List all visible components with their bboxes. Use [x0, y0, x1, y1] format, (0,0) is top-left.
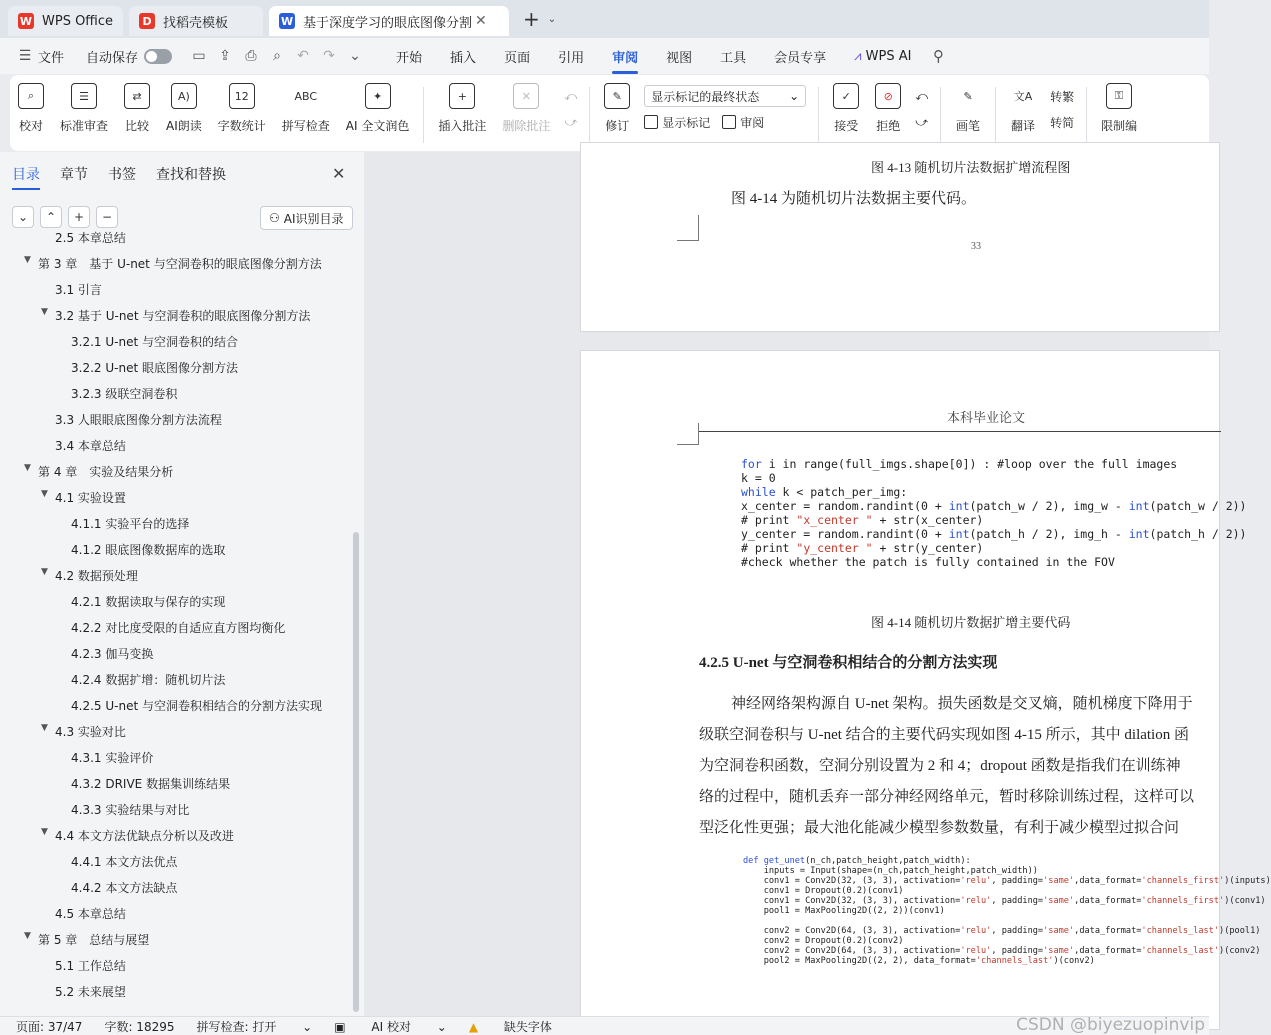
wps-logo-icon: W: [19, 14, 33, 28]
reject-icon: ⊘: [875, 83, 901, 109]
toc-item[interactable]: [41, 307, 311, 324]
spell-check-label: 拼写检查: [281, 119, 330, 133]
spell-check-status: 拼写检查: 打开: [196, 1019, 277, 1034]
restrict-icon: ⚿: [1106, 83, 1132, 109]
ai-polish-label: AI 全文润色: [345, 119, 410, 133]
expand-arrow-icon[interactable]: ▼: [41, 307, 48, 317]
toc-item-label: 5.1 工作总结: [55, 959, 126, 973]
tab-chapters[interactable]: 章节: [60, 167, 88, 183]
toc-item-label: 3.1 引言: [55, 283, 102, 297]
code-listing-414: for i in range(full_imgs.shape[0]) : #loop over the full images k = 0 while k < patch_per_img: x_center = random.randint(0 + int(patch_w / 2), img_w - int(patch_w / 2)) # print "x_center " + str(x_center) y_center = random.randint(0 + int(patch_h / 2), img_h - int(patch_h / 2)) # print "y_center " + str(y_center) #check whether the patch is fully contained in the FOV: [741, 457, 1247, 569]
toc-item-label: 4.1.1 实验平台的选择: [71, 517, 190, 531]
toc-item-label: 4.3.1 实验评价: [71, 751, 154, 765]
expand-arrow-icon[interactable]: ▼: [24, 931, 31, 941]
ai-read-button[interactable]: [166, 83, 202, 134]
accept-label: 接受: [834, 119, 859, 133]
insert-comment-label: 插入批注: [438, 119, 487, 133]
ai-proofread-label: AI 校对: [371, 1019, 411, 1034]
toc-item[interactable]: [41, 723, 126, 740]
compare-icon: ⇄: [124, 83, 150, 109]
tab-template[interactable]: [129, 6, 263, 36]
toc-item-label: 4.3.3 实验结果与对比: [71, 803, 190, 817]
ai-logo-icon: ⩘: [854, 48, 866, 64]
body-line: 为空洞卷积函数，空洞分别设置为 2 和 4；dropout 函数是指我们在训练神: [699, 758, 1181, 774]
toc-item-label: 4.2.2 对比度受限的自适应直方图均衡化: [71, 621, 286, 635]
toc-item[interactable]: [71, 801, 189, 818]
toc-item[interactable]: [71, 645, 153, 662]
tab-member[interactable]: 会员专享: [774, 50, 827, 66]
markup-select[interactable]: [644, 85, 806, 107]
toc-item[interactable]: [71, 749, 153, 766]
search-icon[interactable]: ⚲: [932, 47, 944, 65]
ai-toc-button[interactable]: [260, 206, 353, 230]
expand-arrow-icon[interactable]: ▼: [24, 463, 31, 473]
next-change-icon[interactable]: ⤻: [915, 114, 929, 129]
writer-logo-icon: W: [280, 14, 294, 28]
review-doc-icon: ☰: [71, 83, 97, 109]
toc-item-label: 4.4 本文方法优缺点分析以及改进: [55, 829, 234, 843]
toc-item-label: 第 5 章 总结与展望: [38, 933, 150, 947]
close-icon[interactable]: ✕: [475, 13, 487, 29]
document-area: [364, 152, 1271, 1016]
next-comment-icon[interactable]: ⤻: [564, 114, 578, 129]
body-line: 络的过程中，随机丢弃一部分神经网络单元，暂时移除训练过程，这样可以: [699, 789, 1195, 805]
undo-icon[interactable]: ↶: [297, 48, 309, 64]
markup-select-value: 显示标记的最终状态: [651, 89, 760, 104]
toc-item-label: 3.2.3 级联空洞卷积: [71, 387, 178, 401]
proofread-button[interactable]: [18, 83, 44, 134]
prev-change-icon[interactable]: ⤺: [915, 88, 929, 103]
chevron-down-icon: ⌄: [789, 89, 800, 103]
spell-check-indicator[interactable]: 拼写检查: 打开 ⌄: [196, 1019, 313, 1034]
tab-label: WPS Office: [42, 13, 114, 29]
more-icon[interactable]: ⌄: [349, 48, 361, 64]
standard-review-label: 标准审查: [60, 119, 109, 133]
close-icon[interactable]: ✕: [332, 164, 346, 183]
comment-icon: +: [449, 83, 475, 109]
track-changes-label: 修订: [605, 119, 630, 133]
tab-review[interactable]: 审阅: [612, 39, 638, 74]
toc-item[interactable]: [71, 619, 285, 636]
toc-item[interactable]: [55, 281, 102, 298]
page-indicator[interactable]: 页面: 37/47: [16, 1019, 83, 1034]
ribbon-toolbar: [10, 75, 1209, 151]
to-simplified-button[interactable]: [1050, 109, 1074, 135]
tab-insert[interactable]: 插入: [450, 50, 477, 66]
title-bar: [0, 0, 1209, 38]
tab-tools[interactable]: 工具: [720, 50, 747, 66]
page-header: 本科毕业论文: [947, 410, 1026, 425]
abc-icon: ABC: [294, 89, 318, 103]
review-pane-button[interactable]: 审阅: [740, 115, 765, 130]
compare-button[interactable]: [124, 83, 150, 134]
translate-label: 翻译: [1011, 119, 1036, 133]
toc-item[interactable]: [71, 879, 177, 896]
chevron-down-icon[interactable]: ⌄: [12, 206, 34, 228]
expand-arrow-icon[interactable]: ▼: [41, 489, 48, 499]
share-icon[interactable]: ⇪: [219, 48, 231, 64]
panel-tabs: [12, 164, 246, 184]
review-pane-icon: [722, 115, 736, 129]
tab-find-replace[interactable]: 查找和替换: [156, 167, 226, 183]
word-count-label: 字数统计: [217, 119, 266, 133]
restrict-label: 限制编: [1101, 119, 1138, 133]
show-markup-button[interactable]: 显示标记: [662, 115, 711, 130]
save-icon[interactable]: ▭: [192, 48, 206, 64]
tab-page[interactable]: 页面: [504, 50, 531, 66]
body-line: 神经网络架构源自 U-net 架构。损失函数是交叉熵，随机梯度下降用于: [731, 696, 1193, 712]
paragraph: 图 4-14 为随机切片法数据主要代码。: [731, 191, 976, 207]
print-icon[interactable]: ⎙: [245, 48, 257, 64]
missing-font-indicator[interactable]: [469, 1018, 574, 1035]
toc-item-label: 4.1.2 眼底图像数据库的选取: [71, 543, 226, 557]
ribbon-divider: [589, 87, 590, 143]
proofread-label: 校对: [18, 119, 43, 133]
spell-check-button[interactable]: [282, 83, 330, 134]
word-count-icon: 12: [229, 83, 255, 109]
tab-wps-office[interactable]: [8, 6, 123, 36]
comment-nav-stack: [564, 83, 577, 135]
proofread-icon: ⌕: [18, 83, 44, 109]
toc-item[interactable]: [55, 229, 126, 246]
ribbon-divider: [423, 87, 424, 143]
standard-review-button[interactable]: [60, 83, 108, 134]
compare-label: 比较: [125, 119, 150, 133]
tab-bookmarks[interactable]: 书签: [108, 167, 136, 183]
ai-polish-button[interactable]: [346, 83, 410, 134]
autosave-label: 自动保存: [86, 50, 139, 66]
track-changes-icon: ✎: [604, 83, 630, 109]
header-rule: [699, 431, 1221, 432]
word-count-indicator[interactable]: 字数: 18295: [104, 1019, 175, 1034]
crop-mark: [677, 423, 699, 445]
expand-arrow-icon[interactable]: ▼: [24, 255, 31, 265]
code-listing-415: def get_unet(n_ch,patch_height,patch_width): inputs = Input(shape=(n_ch,patch_height,patch_width)) conv1 = Conv2D(32, (3, 3), activation='relu', padding='same',data_format='channels_first')(inputs) conv1 = Dropout(0.2)(conv1) conv1 = Conv2D(32, (3, 3), activation='relu', padding='same',data_format='channels_first')(conv1) pool1 = MaxPooling2D((2, 2))(conv1) conv2 = Conv2D(64, (3, 3), activation='relu', padding='same',data_format='channels_last')(pool1) conv2 = Dropout(0.2)(conv2) conv2 = Conv2D(64, (3, 3), activation='relu', padding='same',data_format='channels_last')(conv2) pool2 = MaxPooling2D((2, 2), data_format='channels_last')(conv2): [743, 856, 1271, 966]
page-34: [580, 350, 1271, 1030]
to-traditional-label: 转繁: [1050, 89, 1075, 104]
body-line: 型泛化性更强；最大池化能减少模型参数数量，有利于减少模型过拟合问: [699, 820, 1180, 836]
toc-item-label: 4.5 本章总结: [55, 907, 126, 921]
ai-icon: ⚇: [269, 211, 280, 225]
tab-home[interactable]: 开始: [396, 50, 423, 66]
toc-item[interactable]: [55, 905, 126, 922]
ai-toc-label: AI识别目录: [283, 211, 344, 226]
body-line: 级联空洞卷积与 U-net 结合的主要代码实现如图 4-15 所示，其中 dilation 函: [699, 727, 1189, 743]
toc-item-label: 3.4 本章总结: [55, 439, 126, 453]
ai-read-label: AI朗读: [166, 119, 202, 133]
new-tab-button[interactable]: +: [523, 7, 540, 31]
hamburger-icon[interactable]: ☰: [18, 48, 32, 64]
restrict-editing-button[interactable]: [1101, 83, 1137, 134]
toc-item[interactable]: [55, 983, 126, 1000]
pen-button[interactable]: [955, 83, 981, 134]
toc-item[interactable]: [41, 489, 126, 506]
warning-icon: ▲: [468, 1019, 482, 1034]
toc-item-label: 4.1 实验设置: [55, 491, 126, 505]
pen-label: 画笔: [956, 119, 981, 133]
track-changes-button[interactable]: [604, 83, 630, 134]
print-preview-icon[interactable]: ⌕: [273, 48, 281, 64]
tab-toc[interactable]: 目录: [12, 164, 40, 184]
magic-wand-icon: ✦: [365, 83, 391, 109]
toc-item-label: 第 3 章 基于 U-net 与空洞卷积的眼底图像分割方法: [38, 257, 322, 271]
to-simplified-label: 转简: [1050, 115, 1075, 130]
tab-wps-ai[interactable]: [854, 41, 911, 72]
ribbon-divider: [995, 87, 996, 143]
toc-item-label: 4.2 数据预处理: [55, 569, 138, 583]
speaker-icon: A): [171, 83, 197, 109]
ribbon-divider: [1086, 87, 1087, 143]
page-number: 33: [971, 241, 981, 252]
autosave-toggle[interactable]: [144, 49, 172, 64]
delete-comment-button[interactable]: [502, 83, 550, 134]
pen-icon: ✎: [963, 89, 973, 103]
toc-item[interactable]: [55, 411, 222, 428]
toc-item[interactable]: [71, 853, 177, 870]
toc-item[interactable]: [41, 827, 234, 844]
tab-view[interactable]: 视图: [666, 50, 693, 66]
toc-item-label: 3.2.2 U-net 眼底图像分割方法: [71, 361, 238, 375]
toc-item[interactable]: [24, 931, 150, 948]
tab-label: 基于深度学习的眼底图像分割: [303, 15, 473, 31]
wps-ai-label: WPS AI: [865, 48, 912, 64]
plus-icon[interactable]: +: [68, 206, 90, 228]
reject-label: 拒绝: [876, 119, 901, 133]
change-nav-stack: [915, 83, 928, 135]
toc-item[interactable]: [71, 333, 238, 350]
figure-caption: 图 4-13 随机切片法数据扩增流程图: [871, 160, 1071, 175]
toc-item[interactable]: [71, 515, 189, 532]
ribbon-divider: [818, 87, 819, 143]
insert-comment-button[interactable]: [438, 83, 486, 134]
to-traditional-button[interactable]: [1050, 83, 1074, 109]
chevron-down-icon[interactable]: ⌄: [547, 13, 557, 25]
toc-item-label: 4.3 实验对比: [55, 725, 126, 739]
show-markup-icon: [644, 115, 658, 129]
watermark: CSDN @biyezuopinvip: [1016, 1015, 1205, 1035]
figure-caption: 图 4-14 随机切片数据扩增主要代码: [871, 615, 1071, 630]
navigation-panel: [0, 152, 364, 1016]
toc-item[interactable]: [71, 697, 322, 714]
word-count-button[interactable]: [218, 83, 266, 134]
toc-item[interactable]: [71, 775, 230, 792]
toc-item-label: 4.4.2 本文方法缺点: [71, 881, 178, 895]
toc-item-label: 2.5 本章总结: [55, 231, 126, 245]
markup-stack: [644, 83, 806, 135]
page-33: [580, 142, 1220, 332]
expand-arrow-icon[interactable]: ▼: [41, 567, 48, 577]
translate-icon: 文A: [1013, 90, 1033, 103]
chevron-up-icon[interactable]: ⌃: [40, 206, 62, 228]
ribbon-divider: [940, 87, 941, 143]
toc-item-label: 4.2.3 伽马变换: [71, 647, 154, 661]
reject-button[interactable]: [875, 83, 901, 134]
toc-item-label: 3.3 人眼眼底图像分割方法流程: [55, 413, 222, 427]
ai-proofread-icon: ▣: [334, 1019, 350, 1034]
docer-logo-icon: D: [139, 13, 155, 29]
toc-item[interactable]: [55, 437, 126, 454]
toc-item-label: 4.2.5 U-net 与空洞卷积相结合的分割方法实现: [71, 699, 322, 713]
toc-item-label: 3.2.1 U-net 与空洞卷积的结合: [71, 335, 238, 349]
redo-icon[interactable]: ↷: [323, 48, 335, 64]
file-menu[interactable]: 文件: [38, 50, 65, 66]
delete-comment-label: 删除批注: [502, 119, 551, 133]
toc-item[interactable]: [71, 385, 177, 402]
section-heading: 4.2.5 U-net 与空洞卷积相结合的分割方法实现: [699, 655, 998, 671]
menu-bar: [0, 38, 1209, 74]
toc-item-label: 5.2 未来展望: [55, 985, 126, 999]
toc-item[interactable]: [24, 255, 322, 272]
toc-item[interactable]: [71, 593, 225, 610]
toc-item[interactable]: [71, 541, 225, 558]
expand-arrow-icon[interactable]: ▼: [41, 723, 48, 733]
translate-button[interactable]: [1010, 83, 1036, 134]
tab-label: 找稻壳模板: [163, 15, 229, 31]
prev-comment-icon[interactable]: ⤺: [564, 88, 578, 103]
toc-item-label: 4.2.4 数据扩增：随机切片法: [71, 673, 226, 687]
missing-font-label: 缺失字体: [503, 1019, 552, 1034]
toc-item-label: 3.2 基于 U-net 与空洞卷积的眼底图像分割方法: [55, 309, 311, 323]
delete-comment-icon: ✕: [513, 83, 539, 109]
tab-reference[interactable]: 引用: [558, 50, 585, 66]
toc-list: [0, 231, 352, 1016]
toc-item-label: 4.2.1 数据读取与保存的实现: [71, 595, 226, 609]
toc-item[interactable]: [71, 359, 238, 376]
toc-item-label: 第 4 章 实验及结果分析: [38, 465, 174, 479]
expand-arrow-icon[interactable]: ▼: [41, 827, 48, 837]
toc-item[interactable]: [41, 567, 138, 584]
toc-item[interactable]: [55, 957, 126, 974]
scrollbar[interactable]: [353, 532, 359, 1012]
accept-icon: ✓: [833, 83, 859, 109]
toc-item-label: 4.3.2 DRIVE 数据集训练结果: [71, 777, 231, 791]
tab-document[interactable]: [269, 6, 509, 36]
toc-item-label: 4.4.1 本文方法优点: [71, 855, 178, 869]
accept-button[interactable]: [833, 83, 859, 134]
toc-item[interactable]: [24, 463, 174, 480]
crop-mark: [677, 215, 699, 241]
ai-proofread-indicator[interactable]: ▣ AI 校对 ⌄: [334, 1019, 447, 1034]
convert-stack: [1050, 83, 1074, 135]
toc-controls: [12, 206, 124, 228]
toc-item[interactable]: [71, 671, 225, 688]
minus-icon[interactable]: −: [96, 206, 118, 228]
